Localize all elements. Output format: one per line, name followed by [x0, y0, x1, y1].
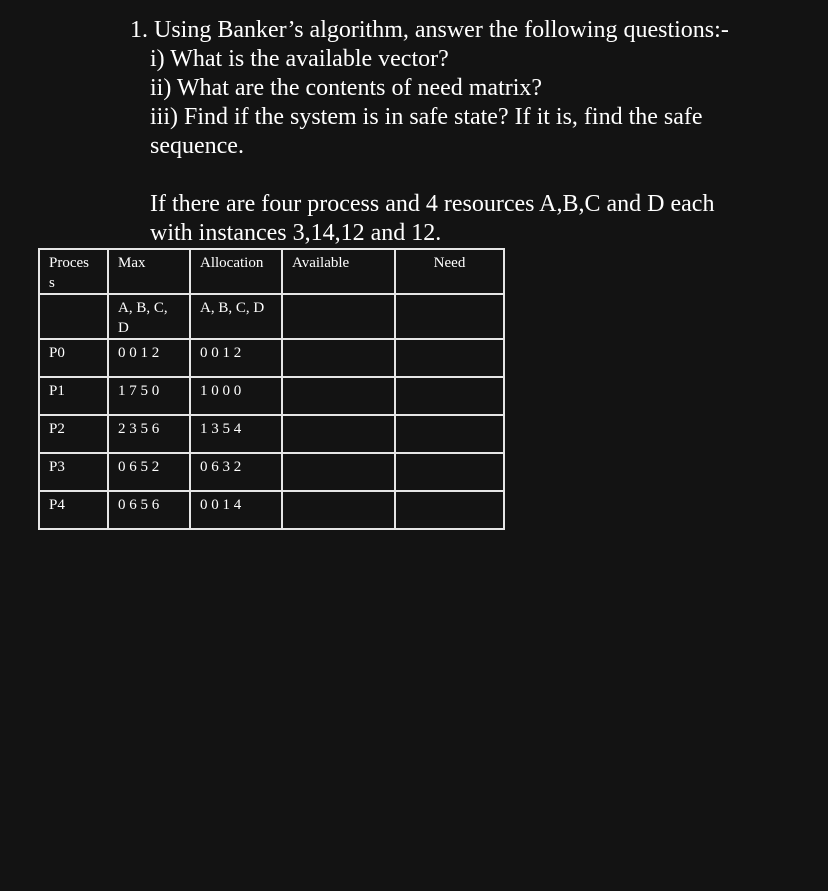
table-row: [39, 415, 504, 453]
row-max: 0 0 1 2: [108, 339, 190, 377]
table-row: [39, 453, 504, 491]
row-need: [395, 415, 504, 453]
subheader-need: [395, 294, 504, 339]
context-line-1: If there are four process and 4 resources A,B,C and D each: [150, 191, 715, 217]
row-need: [395, 491, 504, 529]
table-row: [39, 491, 504, 529]
row-available: [282, 453, 395, 491]
row-allocation: 0 0 1 2: [190, 339, 282, 377]
table-row: [39, 339, 504, 377]
table-header-row: [39, 249, 504, 294]
question-block: [130, 16, 810, 248]
header-process: Proces s: [39, 249, 108, 294]
row-need: [395, 339, 504, 377]
row-allocation: 0 0 1 4: [190, 491, 282, 529]
row-allocation: 1 3 5 4: [190, 415, 282, 453]
subheader-max: A, B, C, D: [108, 294, 190, 339]
header-need: Need: [395, 249, 504, 294]
row-allocation: 0 6 3 2: [190, 453, 282, 491]
subheader-available: [282, 294, 395, 339]
subheader-allocation: A, B, C, D: [190, 294, 282, 339]
row-process: P3: [39, 453, 108, 491]
row-available: [282, 415, 395, 453]
row-max: 1 7 5 0: [108, 377, 190, 415]
question-item-2: ii) What are the contents of need matrix?: [150, 75, 543, 101]
row-allocation: 1 0 0 0: [190, 377, 282, 415]
table-row: [39, 377, 504, 415]
row-max: 0 6 5 2: [108, 453, 190, 491]
question-title: 1. Using Banker’s algorithm, answer the following questions:-: [130, 17, 729, 43]
context-line-2: with instances 3,14,12 and 12.: [150, 220, 442, 246]
row-max: 0 6 5 6: [108, 491, 190, 529]
table-subheader-row: [39, 294, 504, 339]
row-available: [282, 339, 395, 377]
row-need: [395, 453, 504, 491]
question-item-3: iii) Find if the system is in safe state? If it is, find the safe: [150, 104, 703, 130]
header-available: Available: [282, 249, 395, 294]
spacer: [130, 161, 810, 190]
row-need: [395, 377, 504, 415]
row-available: [282, 377, 395, 415]
question-item-4: sequence.: [150, 133, 244, 159]
header-max: Max: [108, 249, 190, 294]
row-process: P4: [39, 491, 108, 529]
row-available: [282, 491, 395, 529]
resource-table: [38, 248, 505, 530]
row-process: P1: [39, 377, 108, 415]
question-item-1: i) What is the available vector?: [150, 46, 449, 72]
row-max: 2 3 5 6: [108, 415, 190, 453]
row-process: P2: [39, 415, 108, 453]
row-process: P0: [39, 339, 108, 377]
header-allocation: Allocation: [190, 249, 282, 294]
subheader-process: [39, 294, 108, 339]
